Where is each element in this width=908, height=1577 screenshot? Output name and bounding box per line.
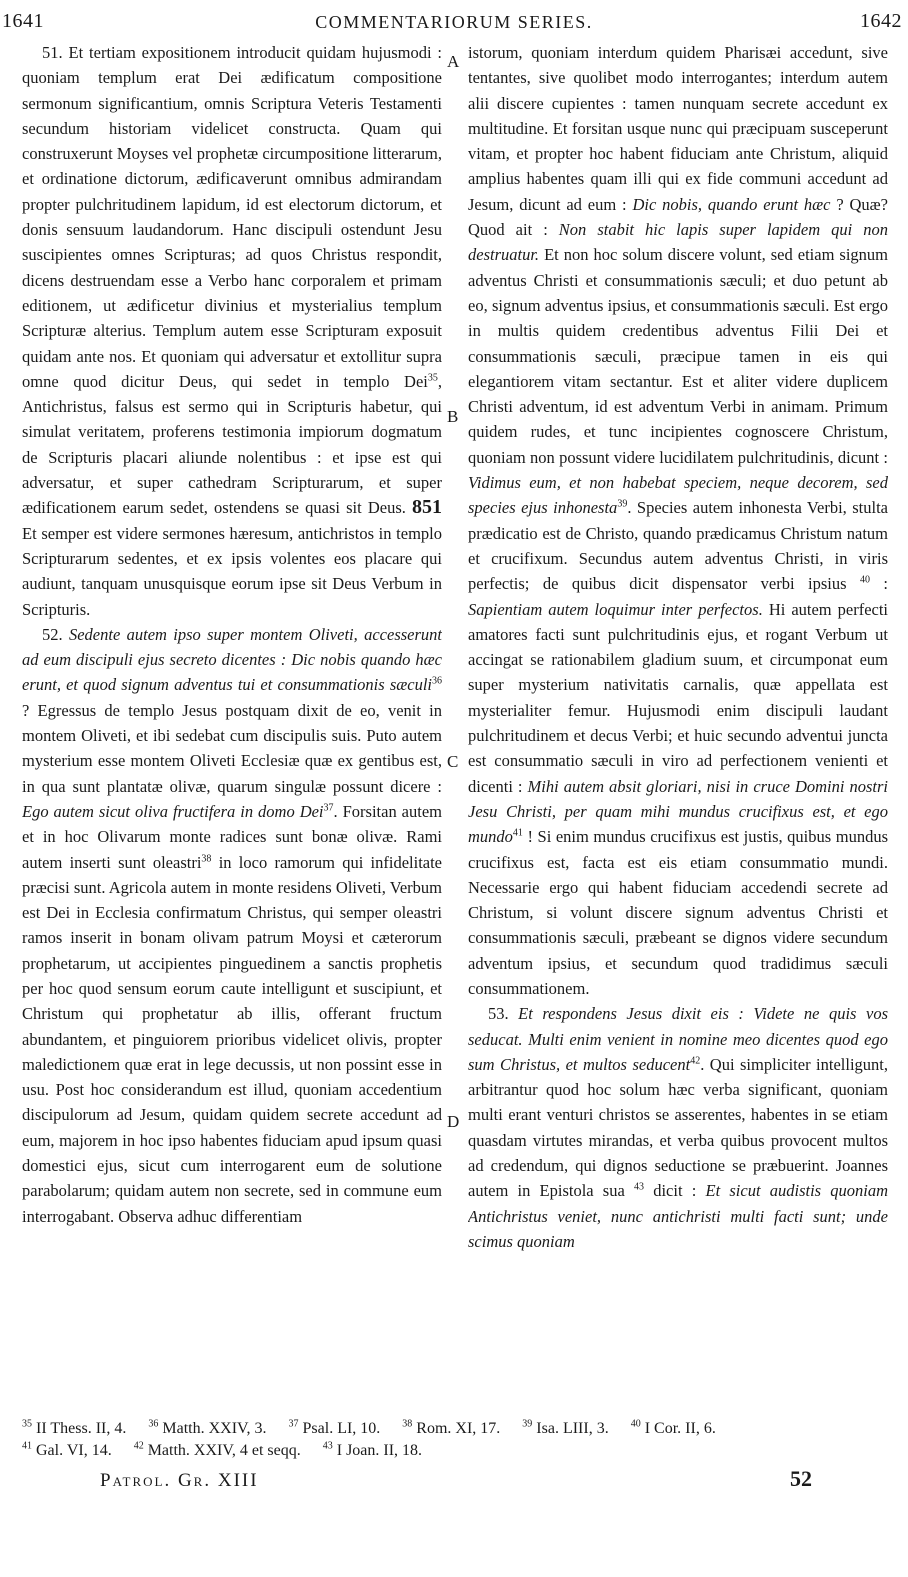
footnote: $^{36}$ Matth. XXIV, 3. xyxy=(148,1418,267,1437)
left-column xyxy=(22,40,442,1390)
footnote: $^{43}$ I Joan. II, 18. xyxy=(322,1440,423,1459)
paragraph-53: 53. Et respondens Jesus dixit eis : Videte ne quis vos seducat. Multi enim venient in nomine meo dicentes quod ego sum Christus, et multos seducent$^{42}$. Qui simpliciter intelligunt, arbitrantur quod hoc solum hæc verba significant, quoniam multi erant venturi christos se asserentes, habentes in se etiam quasdam virtutes mirandas, et verba quibus provocent multos ad credendum, qui dignos seductione se præbuerint. Joannes autem in Epistola sua $^{43}$ dicit : Et sicut audistis quoniam Antichristus veniet, nunc antichristi multi facti sunt; unde scimus quoniam xyxy=(468,1004,888,1251)
paragraph-51: 51. Et tertiam expositionem introducit quidam hujusmodi : quoniam templum erat Dei ædificatum compositione sermonum significantium, omnis Scriptura Veteris Testamenti secundum historiam videlicet constructa. Quam qui construxerunt Moyses vel prophetæ circumpositione litterarum, et ordinatione dictorum, ædificaverunt omnibus admirandam propter pulchritudinem lapidum, id est electorum dictorum, et donis sensuum laudandorum. Hanc discipuli ostendunt Jesu suscipientes omnes Scripturas; ad quos Christus respondit, dicens destruendam esse a Verbo hanc corporalem et primam editionem, ut ædificetur divinius et mysterialius templum Scripturæ alterius. Templum autem esse Scripturam exposuit quidam ante nos. Et quoniam qui adversatur et extollitur supra omne quod dicitur Deus, qui sedet in templo Dei$^{35}$, Antichristus, falsus est sermo qui in Scripturis habetur, qui simulat veritatem, proferens testimonia impiorum dogmatum de Scripturis placari aliunde nolentibus : et ipse est qui adversatur, et super cathedram Scripturarum, et super ædificationem earum sedet, ostendens se quasi sit Deus. 851 Et semper est videre sermones hæresum, antichristos in templo Scripturarum sedentes, et ex ipsis volentes eos placare qui audiunt, tanquam unusquisque eorum ipse sit Deus Verbum in Scripturis. xyxy=(22,43,442,619)
footnote: $^{37}$ Psal. LI, 10. xyxy=(288,1418,381,1437)
footnote-line-1 xyxy=(22,1418,892,1440)
running-title: COMMENTARIORUM SERIES. xyxy=(315,12,593,32)
volume-signature: Patrol. Gr. XIII xyxy=(100,1470,259,1491)
footnote: $^{40}$ I Cor. II, 6. xyxy=(630,1418,716,1437)
right-column xyxy=(468,40,888,1390)
running-header xyxy=(0,0,908,40)
margin-letter-b: B xyxy=(447,407,459,426)
margin-letter-d: D xyxy=(447,1112,460,1131)
paragraph-52: 52. Sedente autem ipso super montem Oliveti, accesserunt ad eum discipuli ejus secreto dicentes : Dic nobis quando hæc erunt, et quod signum adventus tui et consummationis sæculi$^{36}$ ? Egressus de templo Jesus postquam dixit de eo, venit in montem Oliveti, et ibi sedebat cum discipulis suis. Puto autem mysterium esse montem Oliveti Ecclesiæ quæ ex gentibus est, in qua sunt plantatæ olivæ, quarum singulæ possunt dicere : Ego autem sicut oliva fructifera in domo Dei$^{37}$. Forsitan autem et in hoc Olivarum monte radices sunt bonæ olivæ. Rami autem inserti sunt oleastri$^{38}$ in loco ramorum qui infidelitate præcisi sunt. Agricola autem in monte residens Oliveti, Verbum est Dei in Ecclesia confirmatum Christus, qui semper oleastri ramos inserit in bonam olivam patrum Moysi et cæterorum prophetarum, ut accipientes pinguedinem a sanctis prophetis per hoc quod sensum eorum caute intelligunt et suscipiunt, et Christum qui prophetatur ab illis, offerant fructum abundantem, et pinguiorem prioribus videlicet olivis, propter maledictionem quæ erat in lege decussis, ut non possint esse in usu. Post hoc considerandum est illud, quoniam accedentium discipulorum ad Jesum, quidam quidem secrete accedunt ad eum, majorem in hoc ipso habentes fiduciam apud ipsum quasi domestici ejus, sicut cum interrogarent eum de solutione parabolarum; quidam autem non secrete, sed in commune eum interrogabant. Observa adhuc differentiam xyxy=(22,624,442,1226)
footnote: $^{41}$ Gal. VI, 14. xyxy=(22,1440,112,1459)
paragraph-52-continued: istorum, quoniam interdum quidem Pharisæi accedunt, sive tentantes, sive quolibet modo interrogantes; interdum autem alii discere cupientes : tamen nunquam secrete accedunt ex multitudine. Et forsitan usque nunc qui præcipuam susceperunt vitam, et propter hoc habent fiduciam ante Christum, aliquid amplius habentes quam illi qui ex fide communi accedunt ad Jesum, dicunt ad eum : Dic nobis, quando erunt hæc ? Quæ? Quod ait : Non stabit hic lapis super lapidem qui non destruatur. Et non hoc solum discere volunt, sed etiam signum adventus Christi et consummationis sæculi; et duo petunt ab eo, signum adventus ipsius, et consummationis sæculi. Est ergo in multis quidem credentibus adventus Filii Dei et consummationis sæculi, præcipue tamen in eis qui elegantiorem vitam sectantur. Est et aliter videre duplicem Christi adventum, id est adventum Verbi in animam. Primum quidem rudes, et tunc incipientes cognoscere Christum, quoniam non possunt videre lucidilatem pulchritudinis, dicunt : Vidimus eum, et non habebat speciem, neque decorem, sed species ejus inhonesta$^{39}$. Species autem inhonesta Verbi, stulta prædicatio est de Christo, quando prædicamus Christum natum et crucifixum. Secundus autem adventus Christi, in viris perfectis; de quibus dicit dispensator verbi ipsius $^{40}$ : Sapientiam autem loquimur inter perfectos. Hi autem perfecti amatores facti sunt pulchritudinis ejus, et rogant Verbum ut accingat se rationabilem gladium suum, et circumponat eum super mysterium nativitatis carnalis, quæ appellata est mysterialiter femur. Hujusmodi enim discipuli laudant pulchritudinem et decus Verbi; et huic secundo adventui juncta est consummatio sæculi in viro ad perfectionem venienti et dicenti : Mihi autem absit gloriari, nisi in cruce Domini nostri Jesu Christi, per quam mihi mundus crucifixus est, et ego mundo$^{41}$ ! Si enim mundus crucifixus est justis, quibus mundus crucifixus est, facta est eis etiam consummatio mundi. Necessarie ergo qui habent fiduciam accedendi secrete ad Christum, si volunt discere signum adventus Christi et consummationis sæculi, præbeant se dignos videre secundum adventum ipsius, et secundum quod tradidimus sæculi consummationem. xyxy=(468,43,888,998)
margin-letter-c: C xyxy=(447,752,459,771)
footnote: $^{35}$ II Thess. II, 4. xyxy=(22,1418,127,1437)
sheet-signature: 52 xyxy=(790,1466,812,1491)
footnote: $^{38}$ Rom. XI, 17. xyxy=(402,1418,501,1437)
footnotes xyxy=(22,1418,892,1462)
footnote-line-2 xyxy=(22,1440,892,1462)
right-page-number: 1642 xyxy=(860,10,902,32)
margin-letter-a: A xyxy=(447,52,460,71)
page-marker: 851 xyxy=(412,496,442,519)
left-page-number: 1641 xyxy=(2,10,44,32)
footnote: $^{39}$ Isa. LIII, 3. xyxy=(522,1418,609,1437)
footnote: $^{42}$ Matth. XXIV, 4 et seqq. xyxy=(133,1440,301,1459)
